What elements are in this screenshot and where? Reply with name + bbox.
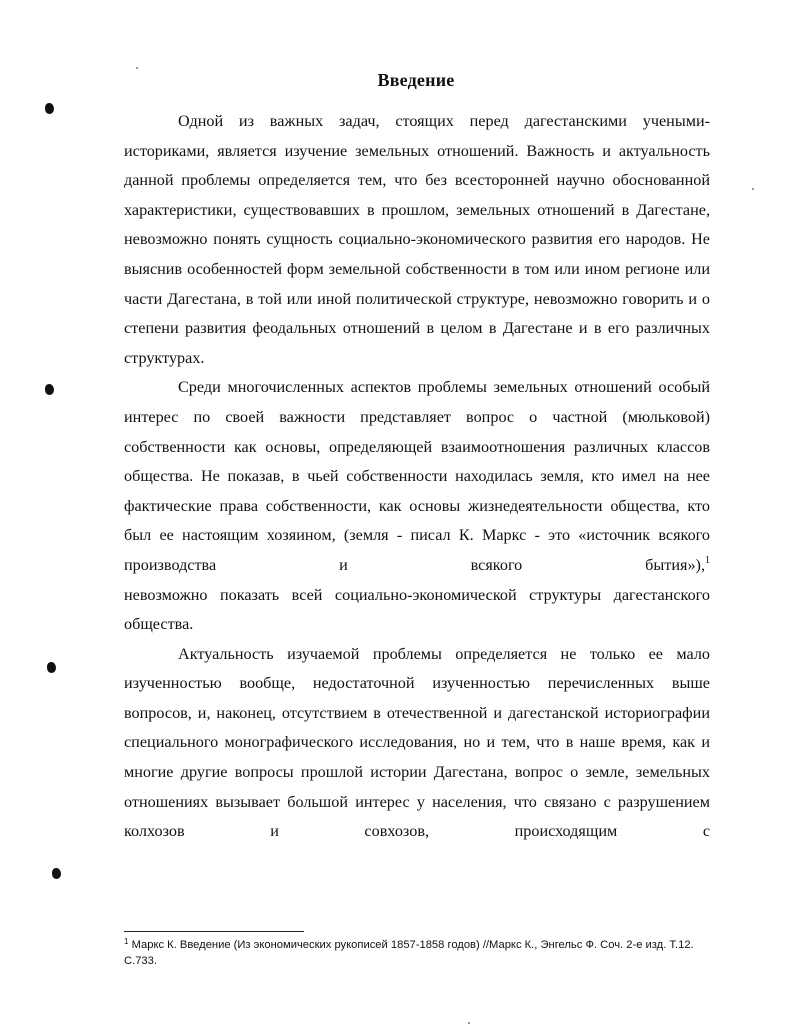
- body-text: [124, 107, 710, 847]
- punch-mark-icon: [47, 662, 56, 673]
- paragraph-2: [124, 373, 710, 580]
- scan-speck: [752, 188, 754, 190]
- punch-mark-icon: [52, 868, 61, 879]
- page-title: Введение: [377, 70, 455, 90]
- paragraph-1: Одной из важных задач, стоящих перед дагестанскими учеными-историками, является изучение земельных отношений. Важность и актуальность данной проблемы определяется тем, что без всесторонней научно обоснованной характеристики, существовавших в прошлом, земельных отношений в Дагестане, невозможно понять сущность социально-экономического развития его народов. Не выяснив особенностей форм земельной собственности в том или ином регионе или части Дагестана, в той или иной политической структуре, невозможно говорить и о степени развития феодальных отношений в целом в Дагестане и в его различных структурах.: [124, 112, 710, 367]
- scan-speck: [468, 1022, 470, 1024]
- paragraph-3: Актуальность изучаемой проблемы определяется не только ее мало изученностью вообще, недостаточной изученностью перечисленных выше вопросов, и, наконец, отсутствием в отечественной и дагестанской историографии специального монографического исследования, но и тем, что в наше время, как и многие другие вопросы прошлой истории Дагестана, вопрос о земле, земельных отношениях вызывает большой интерес у населения, что связано с разрушением колхозов и совхозов, происходящим с: [124, 644, 710, 841]
- punch-mark-icon: [45, 103, 54, 114]
- footnote-number: 1: [124, 937, 129, 946]
- footnote-reference: 1: [705, 554, 710, 566]
- paragraph-2-text: Среди многочисленных аспектов проблемы земельных отношений особый интерес по своей важности представляет вопрос о частной (мюльковой) собственности как основы, определяющей взаимоотношения различных классов общества. Не показав, в чьей собственности находилась земля, кто имел на нее фактические права собственности, как основы жизнедеятельности общества, кто был ее настоящим хозяином, (земля - писал К. Маркс - это «источник всякого производства и всякого бытия»),: [124, 378, 710, 574]
- footnote: [124, 937, 716, 969]
- paragraph-2-continuation: невозможно показать всей социально-экономической структуры дагестанского общества.: [124, 585, 710, 634]
- scan-speck: [136, 67, 138, 69]
- footnote-separator: [124, 931, 304, 932]
- footnote-text: Маркс К. Введение (Из экономических рукописей 1857-1858 годов) //Маркс К., Энгельс Ф. Соч. 2-е изд. Т.12. С.733.: [124, 939, 694, 967]
- punch-mark-icon: [45, 384, 54, 395]
